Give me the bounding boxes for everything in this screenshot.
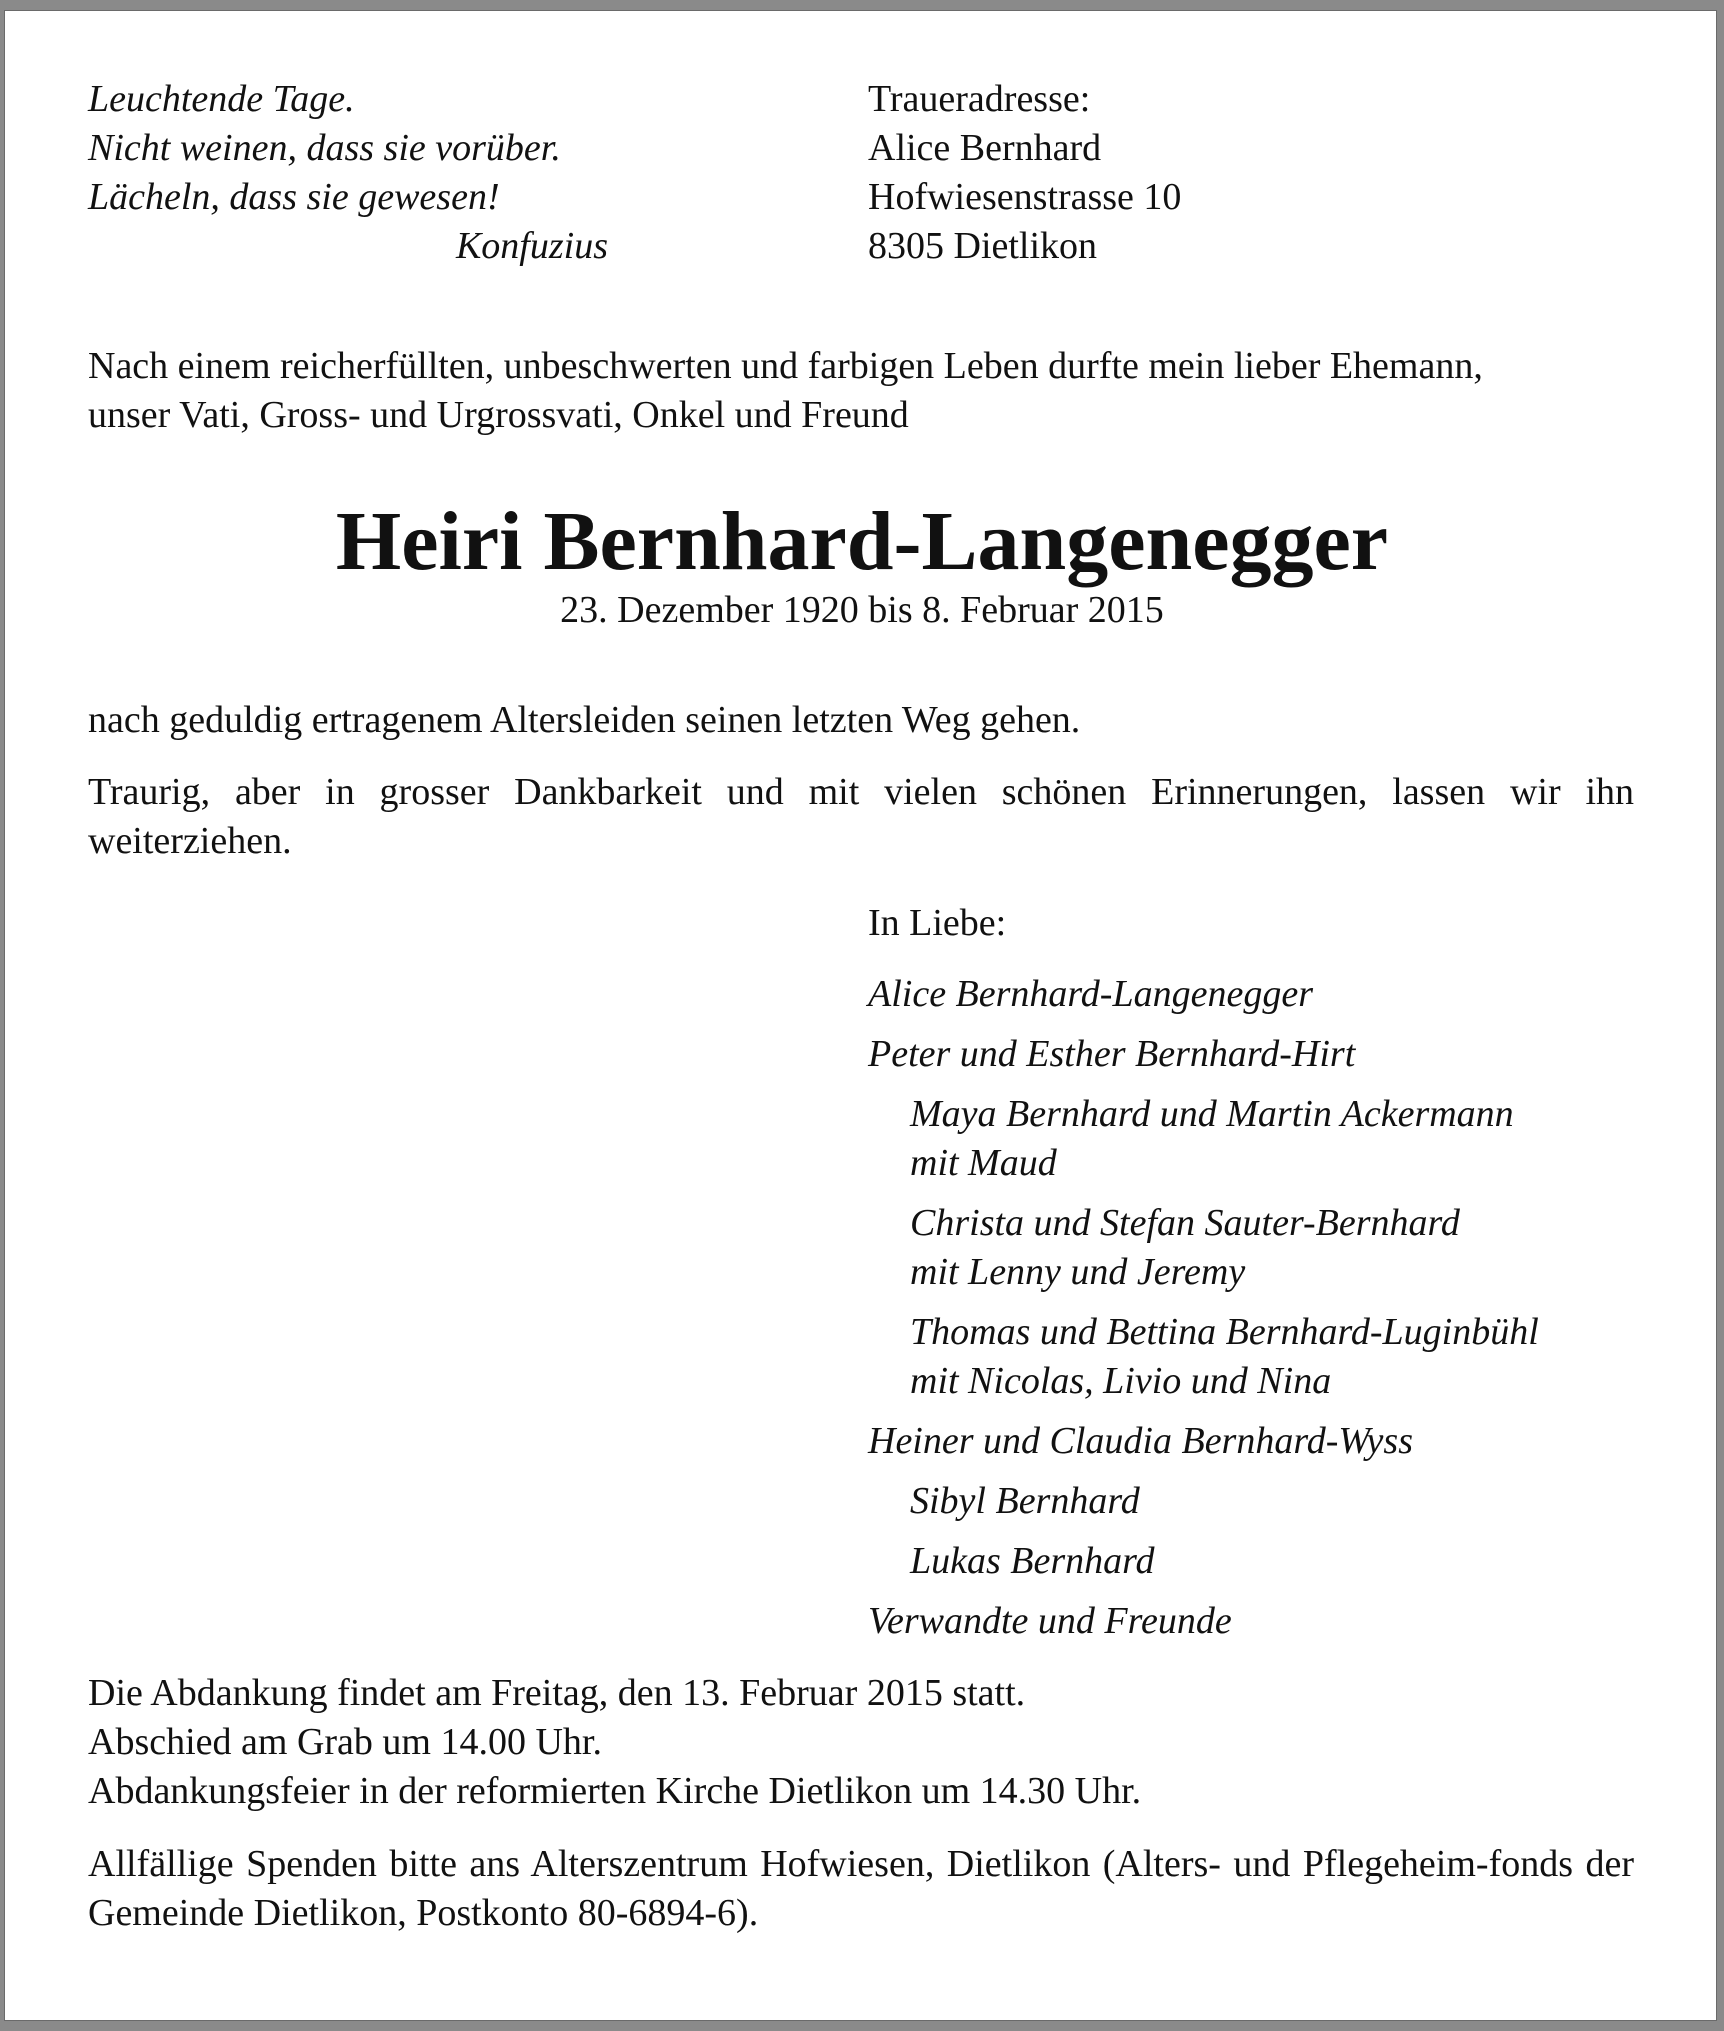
mourners-label: In Liebe: xyxy=(868,902,1007,944)
mourner-entry xyxy=(868,1090,1668,1188)
intro-line: Nach einem reicherfüllten, unbeschwerten und farbigen Leben durfte mein lieber Ehemann, xyxy=(88,345,1483,387)
mourner-entry xyxy=(868,1199,1668,1297)
donation-info: Allfällige Spenden bitte ans Alterszentrum Hofwiesen, Dietlikon (Alters- und Pflegeheim-fonds der Gemeinde Dietlikon, Postkonto 80-6894-6). xyxy=(88,1843,1634,1934)
mourner-entry xyxy=(868,970,1668,1019)
mourner-entry xyxy=(868,1477,1668,1526)
mourner-line: Verwandte und Freunde xyxy=(868,1600,1232,1642)
mourner-line: mit Maud xyxy=(910,1142,1057,1184)
body-paragraph-2: Traurig, aber in grosser Dankbarkeit und mit vielen schönen Erinnerungen, lassen wir ihn weiterziehen. xyxy=(88,771,1634,862)
address-city: 8305 Dietlikon xyxy=(868,225,1098,267)
mourner-line: Peter und Esther Bernhard-Hirt xyxy=(868,1033,1356,1075)
service-line: Abschied am Grab um 14.00 Uhr. xyxy=(88,1721,602,1763)
address-name: Alice Bernhard xyxy=(868,127,1102,169)
quote-author: Konfuzius xyxy=(455,225,608,267)
mourner-entry xyxy=(868,1597,1668,1646)
quote-line: Lächeln, dass sie gewesen! xyxy=(88,176,500,218)
life-dates: 23. Dezember 1920 bis 8. Februar 2015 xyxy=(560,589,1164,631)
service-line: Abdankungsfeier in der reformierten Kirche Dietlikon um 14.30 Uhr. xyxy=(88,1770,1142,1812)
mourner-line: Christa und Stefan Sauter-Bernhard xyxy=(910,1202,1460,1244)
mourner-entry xyxy=(868,1417,1668,1466)
mourner-line: Sibyl Bernhard xyxy=(910,1480,1140,1522)
mourner-entry xyxy=(868,1308,1668,1406)
mourning-address xyxy=(868,75,1368,271)
mourner-line: Heiner und Claudia Bernhard-Wyss xyxy=(868,1420,1413,1462)
mourners-list xyxy=(868,970,1668,1657)
mourner-line: Thomas und Bettina Bernhard-Luginbühl xyxy=(910,1311,1539,1353)
intro-text xyxy=(88,342,1634,440)
service-line: Die Abdankung findet am Freitag, den 13. Februar 2015 statt. xyxy=(88,1672,1026,1714)
address-label: Traueradresse: xyxy=(868,78,1091,120)
mourner-entry xyxy=(868,1537,1668,1586)
mourner-line: mit Lenny und Jeremy xyxy=(910,1251,1246,1293)
quote-line: Leuchtende Tage. xyxy=(88,78,355,120)
mourner-entry xyxy=(868,1030,1668,1079)
quote xyxy=(88,75,608,271)
body-paragraph-1: nach geduldig ertragenem Altersleiden seinen letzten Weg gehen. xyxy=(88,699,1081,741)
quote-line: Nicht weinen, dass sie vorüber. xyxy=(88,127,561,169)
intro-line: unser Vati, Gross- und Urgrossvati, Onkel und Freund xyxy=(88,394,909,436)
mourner-line: Lukas Bernhard xyxy=(910,1540,1155,1582)
mourner-line: mit Nicolas, Livio und Nina xyxy=(910,1360,1332,1402)
mourner-line: Maya Bernhard und Martin Ackermann xyxy=(910,1093,1514,1135)
deceased-name: Heiri Bernhard-Langenegger xyxy=(335,495,1389,588)
mourner-line: Alice Bernhard-Langenegger xyxy=(868,973,1313,1015)
service-info xyxy=(88,1669,1634,1816)
address-street: Hofwiesenstrasse 10 xyxy=(868,176,1182,218)
